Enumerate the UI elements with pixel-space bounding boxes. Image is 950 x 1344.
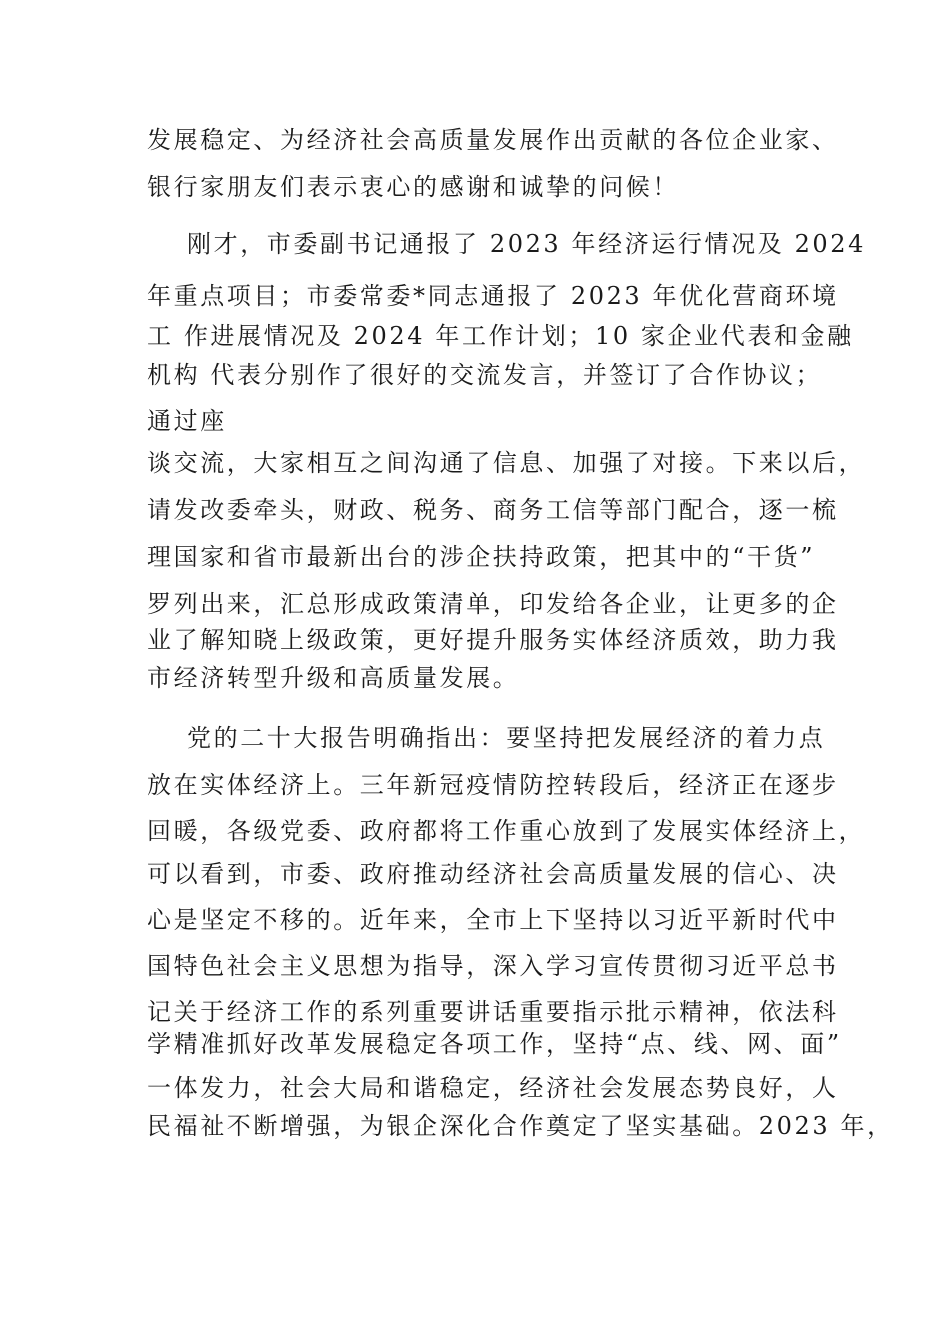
text-line: 一体发力，社会大局和谐稳定，经济社会发展态势良好，人 (147, 1074, 839, 1102)
text-line: 理国家和省市最新出台的涉企扶持政策，把其中的“干货” (147, 543, 816, 571)
text-line: 民福祉不断增强，为银企深化合作奠定了坚实基础。2023 年， (147, 1112, 894, 1140)
text-line: 通过座 (147, 407, 227, 435)
text-line: 业了解知晓上级政策，更好提升服务实体经济质效，助力我 (147, 626, 839, 654)
paragraph-start-line: 党的二十大报告明确指出：要坚持把发展经济的着力点 (187, 724, 826, 752)
text-line: 谈交流，大家相互之间沟通了信息、加强了对接。下来以后， (147, 449, 866, 477)
text-line: 市经济转型升级和高质量发展。 (147, 664, 520, 692)
text-line: 机构 代表分别作了很好的交流发言，并签订了合作协议； (147, 361, 823, 389)
text-line: 工 作进展情况及 2024 年工作计划；10 家企业代表和金融 (147, 322, 854, 350)
text-line: 年重点项目；市委常委*同志通报了 2023 年优化营商环境 (147, 282, 839, 310)
text-line: 记关于经济工作的系列重要讲话重要指示批示精神，依法科 (147, 998, 839, 1026)
text-line: 学精准抓好改革发展稳定各项工作，坚持“点、线、网、面” (147, 1030, 842, 1058)
text-line: 请发改委牵头，财政、税务、商务工信等部门配合，逐一梳 (147, 496, 839, 524)
text-line: 回暖，各级党委、政府都将工作重心放到了发展实体经济上， (147, 817, 866, 845)
text-line: 发展稳定、为经济社会高质量发展作出贡献的各位企业家、 (147, 126, 839, 154)
text-line: 银行家朋友们表示衷心的感谢和诚挚的问候！ (147, 173, 679, 201)
text-line: 放在实体经济上。三年新冠疫情防控转段后，经济正在逐步 (147, 771, 839, 799)
text-line: 可以看到，市委、政府推动经济社会高质量发展的信心、决 (147, 860, 839, 888)
text-line: 心是坚定不移的。近年来，全市上下坚持以习近平新时代中 (147, 906, 839, 934)
text-line: 国特色社会主义思想为指导，深入学习宣传贯彻习近平总书 (147, 952, 839, 980)
paragraph-start-line: 刚才，市委副书记通报了 2023 年经济运行情况及 2024 (187, 230, 867, 258)
text-line: 罗列出来，汇总形成政策清单，印发给各企业，让更多的企 (147, 590, 839, 618)
